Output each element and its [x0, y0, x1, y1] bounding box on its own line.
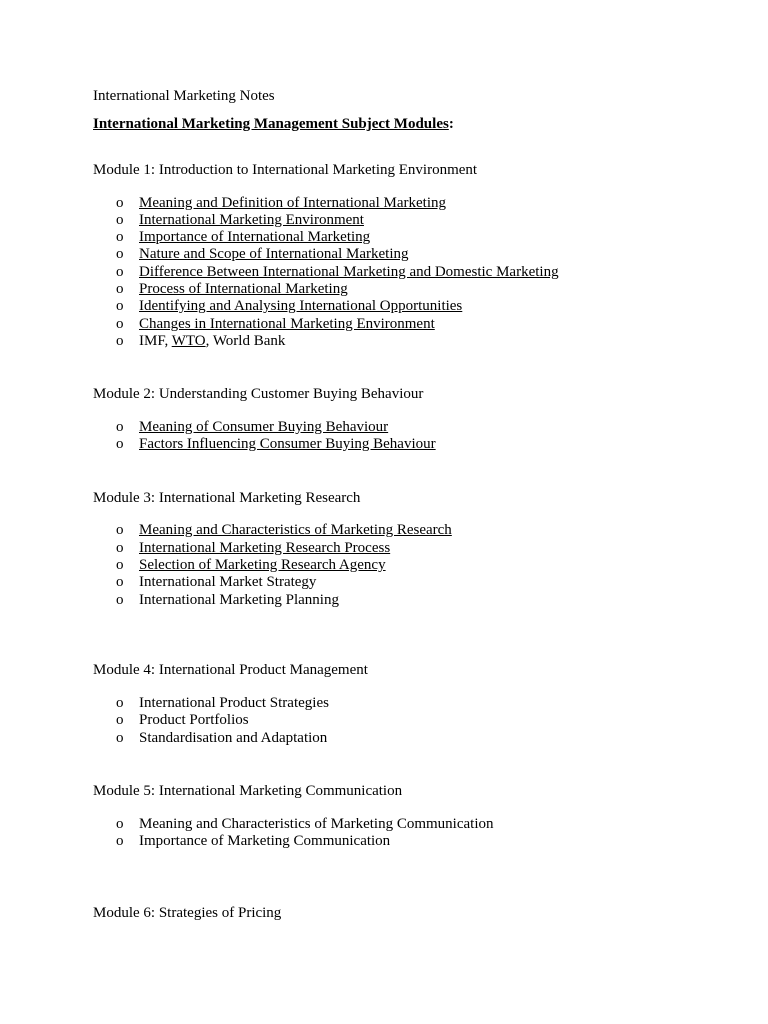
- list-item-text: , World Bank: [205, 333, 286, 349]
- list-item[interactable]: [116, 540, 390, 557]
- bullet-icon: o: [116, 695, 124, 711]
- bullet-icon: o: [116, 574, 124, 590]
- list-item-text: Standardisation and Adaptation: [139, 730, 328, 746]
- list-item[interactable]: [116, 316, 435, 333]
- list-item-link[interactable]: Meaning and Characteristics of Marketing Research: [139, 522, 452, 538]
- list-item-link[interactable]: International Marketing Research Process: [139, 540, 391, 556]
- list-item: [116, 816, 494, 833]
- list-item-text: International Product Strategies: [139, 695, 329, 711]
- module-1-heading: Module 1: Introduction to International Marketing Environment: [93, 162, 478, 178]
- list-item[interactable]: [116, 195, 446, 212]
- list-item-text: International Market Strategy: [139, 574, 317, 590]
- list-item[interactable]: [116, 298, 462, 315]
- bullet-icon: o: [116, 333, 124, 349]
- module-5-heading: Module 5: International Marketing Communication: [93, 783, 403, 799]
- bullet-icon: o: [116, 419, 124, 435]
- list-item-link[interactable]: Identifying and Analysing International Opportunities: [139, 298, 463, 314]
- list-item[interactable]: [116, 212, 364, 229]
- bullet-icon: o: [116, 246, 124, 262]
- list-item-link[interactable]: Importance of International Marketing: [139, 229, 371, 245]
- bullet-icon: o: [116, 436, 124, 452]
- list-item[interactable]: [116, 419, 388, 436]
- bullet-icon: o: [116, 833, 124, 849]
- bullet-icon: o: [116, 298, 124, 314]
- list-item[interactable]: [116, 436, 436, 453]
- list-item: [116, 833, 390, 850]
- list-item: [116, 730, 327, 747]
- list-item: [116, 592, 339, 609]
- bullet-icon: o: [116, 522, 124, 538]
- list-item[interactable]: [116, 557, 386, 574]
- list-item: [116, 574, 316, 591]
- wto-link[interactable]: WTO: [171, 333, 206, 349]
- list-item-link[interactable]: International Marketing Environment: [139, 212, 364, 228]
- list-item-link[interactable]: Nature and Scope of International Marketing: [139, 246, 409, 262]
- bullet-icon: o: [116, 195, 124, 211]
- bullet-icon: o: [116, 816, 124, 832]
- list-item: [116, 333, 285, 350]
- list-item: [116, 695, 329, 712]
- bullet-icon: o: [116, 281, 124, 297]
- list-item[interactable]: [116, 246, 409, 263]
- bullet-icon: o: [116, 316, 124, 332]
- list-item[interactable]: [116, 281, 348, 298]
- list-item-text: Meaning and Characteristics of Marketing Communication: [139, 816, 494, 832]
- list-item-link[interactable]: Selection of Marketing Research Agency: [139, 557, 386, 573]
- subject-heading: [93, 115, 454, 133]
- list-item-link[interactable]: Difference Between International Marketing and Domestic Marketing: [139, 264, 559, 280]
- bullet-icon: o: [116, 730, 124, 746]
- bullet-icon: o: [116, 229, 124, 245]
- list-item[interactable]: [116, 264, 559, 281]
- list-item-text: IMF,: [139, 333, 172, 349]
- list-item-text: Product Portfolios: [139, 712, 249, 728]
- list-item-link[interactable]: Process of International Marketing: [139, 281, 348, 297]
- list-item-link[interactable]: Changes in International Marketing Environment: [139, 316, 435, 332]
- doc-title: International Marketing Notes: [93, 88, 275, 104]
- bullet-icon: o: [116, 712, 124, 728]
- list-item-link[interactable]: Meaning and Definition of International Marketing: [139, 195, 446, 211]
- module-3-heading: Module 3: International Marketing Research: [93, 490, 361, 506]
- list-item[interactable]: [116, 522, 452, 539]
- list-item-link[interactable]: Meaning of Consumer Buying Behaviour: [139, 419, 389, 435]
- list-item-text: Importance of Marketing Communication: [139, 833, 391, 849]
- module-6-heading: Module 6: Strategies of Pricing: [93, 905, 282, 921]
- module-2-heading: Module 2: Understanding Customer Buying Behaviour: [93, 386, 424, 402]
- list-item: [116, 712, 249, 729]
- list-item[interactable]: [116, 229, 370, 246]
- bullet-icon: o: [116, 264, 124, 280]
- subject-heading-colon: :: [448, 116, 454, 132]
- subject-heading-text: International Marketing Management Subject Modules: [93, 116, 449, 132]
- bullet-icon: o: [116, 212, 124, 228]
- bullet-icon: o: [116, 557, 124, 573]
- bullet-icon: o: [116, 540, 124, 556]
- list-item-link[interactable]: Factors Influencing Consumer Buying Behaviour: [139, 436, 436, 452]
- list-item-text: International Marketing Planning: [139, 592, 339, 608]
- bullet-icon: o: [116, 592, 124, 608]
- module-4-heading: Module 4: International Product Management: [93, 662, 368, 678]
